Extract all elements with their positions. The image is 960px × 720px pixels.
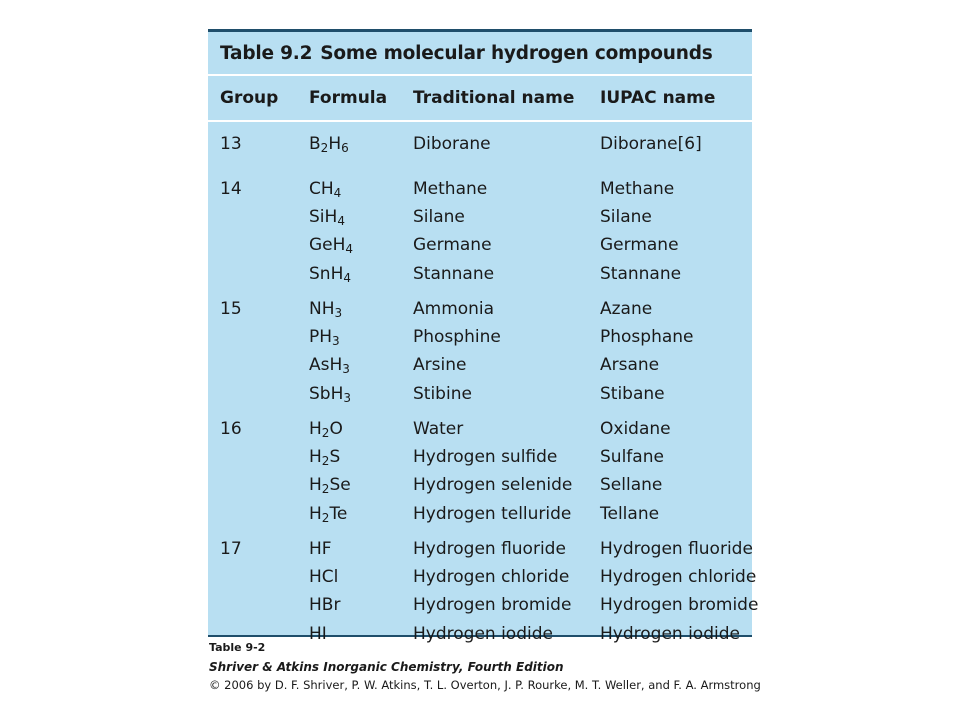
cell-iupac-name: Stibane bbox=[600, 383, 665, 404]
cell-group: 14 bbox=[220, 179, 242, 199]
header-group: Group bbox=[220, 87, 279, 108]
cell-formula: HCl bbox=[309, 567, 339, 588]
header-divider bbox=[208, 120, 752, 122]
cell-formula: $CH_4$ bbox=[309, 179, 342, 200]
table-label: Table 9.2 bbox=[220, 42, 313, 64]
cell-formula: AsH$_3$ bbox=[309, 355, 350, 377]
cell-formula: $H_2S$ bbox=[309, 447, 341, 469]
cell-formula: $NH_3$ bbox=[309, 299, 343, 320]
cell-traditional-name: Water bbox=[413, 419, 464, 439]
cell-group: 16 bbox=[220, 419, 242, 439]
cell-traditional-name: Hydrogen bromide bbox=[413, 595, 572, 616]
cell-iupac-name: Phosphane bbox=[600, 327, 694, 348]
table-header-row bbox=[208, 79, 752, 116]
cell-traditional-name: Arsine bbox=[413, 355, 467, 376]
cell-formula: $PH_3$ bbox=[309, 327, 340, 349]
cell-formula: SnH$_4$ bbox=[309, 263, 351, 285]
header-traditional-name: Traditional name bbox=[413, 87, 575, 108]
cell-iupac-name: Hydrogen iodide bbox=[600, 623, 740, 644]
cell-iupac-name: Sellane bbox=[600, 475, 663, 496]
cell-traditional-name: Hydrogen fluoride bbox=[413, 539, 566, 559]
cell-formula: SbH$_3$ bbox=[309, 383, 352, 405]
cell-iupac-name: Hydrogen fluoride bbox=[600, 539, 753, 559]
cell-formula: GeH$_4$ bbox=[309, 235, 354, 257]
cell-traditional-name: Hydrogen iodide bbox=[413, 623, 553, 644]
cell-iupac-name: Methane bbox=[600, 179, 675, 199]
cell-formula: HF bbox=[309, 539, 332, 559]
caption-book-title: Shriver & Atkins Inorganic Chemistry, Fourth Edition bbox=[209, 660, 564, 674]
cell-traditional-name: Silane bbox=[413, 207, 465, 228]
caption-table-number: Table 9-2 bbox=[209, 641, 266, 654]
cell-iupac-name: Stannane bbox=[600, 263, 682, 284]
cell-formula: SiH$_4$ bbox=[309, 207, 345, 229]
cell-iupac-name: Oxidane bbox=[600, 419, 671, 439]
cell-formula: HI bbox=[309, 623, 327, 644]
header-iupac-name: IUPAC name bbox=[600, 87, 716, 108]
cell-formula: $H_2Te$ bbox=[309, 503, 348, 525]
cell-formula: $H_2Se$ bbox=[309, 475, 351, 497]
table-title: Some molecular hydrogen compounds bbox=[320, 42, 713, 64]
cell-group: 13 bbox=[220, 134, 242, 154]
cell-traditional-name: Hydrogen sulfide bbox=[413, 447, 558, 468]
title-divider bbox=[208, 74, 752, 76]
cell-traditional-name: Stibine bbox=[413, 383, 472, 404]
cell-traditional-name: Hydrogen telluride bbox=[413, 503, 572, 524]
compounds-table bbox=[208, 29, 759, 644]
cell-iupac-name: Arsane bbox=[600, 355, 660, 376]
cell-formula: HBr bbox=[309, 595, 341, 616]
cell-group: 15 bbox=[220, 299, 242, 319]
cell-iupac-name: Silane bbox=[600, 207, 652, 228]
header-formula: Formula bbox=[309, 87, 388, 108]
cell-iupac-name: Hydrogen chloride bbox=[600, 567, 757, 588]
cell-iupac-name: Hydrogen bromide bbox=[600, 595, 759, 616]
cell-traditional-name: Methane bbox=[413, 179, 488, 199]
cell-iupac-name: Sulfane bbox=[600, 447, 664, 468]
cell-iupac-name: Germane bbox=[600, 235, 679, 256]
cell-formula: $B_2H_6$ bbox=[309, 134, 349, 155]
cell-iupac-name: Tellane bbox=[600, 503, 660, 524]
cell-formula: $H_2O$ bbox=[309, 419, 343, 440]
cell-iupac-name: Azane bbox=[600, 299, 653, 319]
cell-traditional-name: Hydrogen chloride bbox=[413, 567, 570, 588]
cell-traditional-name: Diborane bbox=[413, 134, 491, 154]
cell-traditional-name: Stannane bbox=[413, 263, 495, 284]
table-title-bar bbox=[208, 32, 752, 74]
cell-iupac-name: Diborane[6] bbox=[600, 134, 702, 154]
cell-traditional-name: Germane bbox=[413, 235, 492, 256]
cell-traditional-name: Phosphine bbox=[413, 327, 501, 348]
caption-copyright: © 2006 by D. F. Shriver, P. W. Atkins, T. L. Overton, J. P. Rourke, M. T. Weller, and F. A. Armstrong bbox=[209, 678, 761, 692]
cell-traditional-name: Ammonia bbox=[413, 299, 495, 319]
cell-group: 17 bbox=[220, 539, 242, 559]
cell-traditional-name: Hydrogen selenide bbox=[413, 475, 573, 496]
